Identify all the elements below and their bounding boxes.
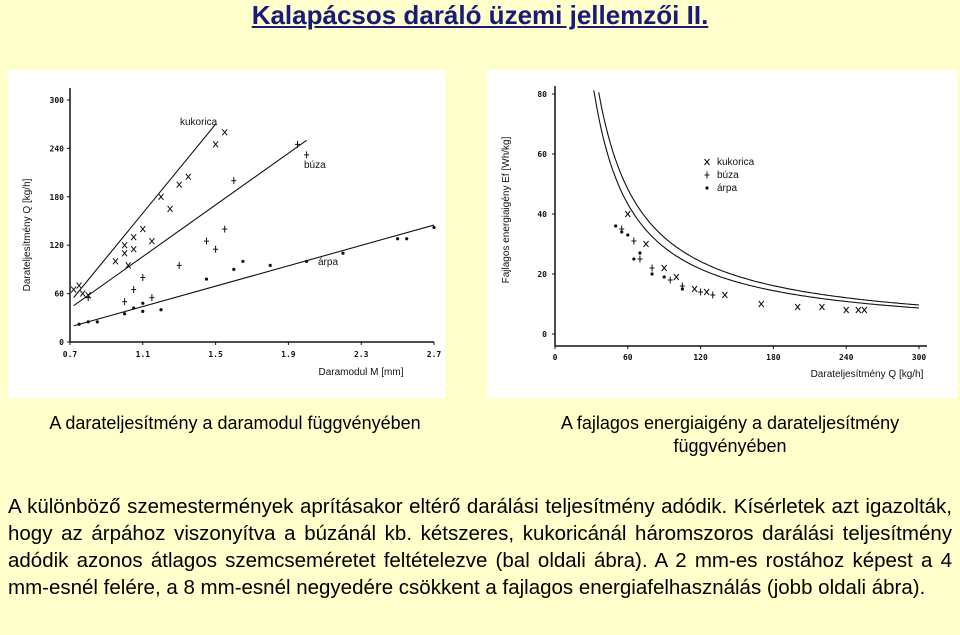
legend-marker xyxy=(705,186,708,189)
data-point xyxy=(269,264,272,267)
data-point xyxy=(78,323,81,326)
caption-right: A fajlagos energiaigény a darateljesítmény függvényében xyxy=(560,413,900,456)
data-point xyxy=(638,251,641,254)
data-point xyxy=(141,302,144,305)
x-tick-label: 300 xyxy=(911,353,927,362)
body-paragraph: A különböző szemestermények aprításakor eltérő darálási teljesítmény adódik. Kísérletek azt igazolták, hogy az árpához viszonyítva a búzánál kb. kétszeres, kukoricánál háromszoros darálási teljesítmény adódik azonos átlagos szemcseméretet feltételezve (bal oldali ábra). A 2 mm-es rostához képest a 4 mm-esnél felére, a 8 mm-esnél negyedére csökkent a fajlagos energiafelhasználás (jobb oldali ábra). xyxy=(8,495,952,599)
series-label-arpa: árpa xyxy=(318,257,339,268)
x-tick-label: 1.9 xyxy=(281,350,296,359)
data-point xyxy=(232,268,235,271)
specific-energy-chart xyxy=(487,70,957,398)
data-point xyxy=(620,230,623,233)
data-point xyxy=(132,307,135,310)
legend-label: búza xyxy=(717,170,739,181)
x-tick-label: 120 xyxy=(693,353,708,362)
y-tick-label: 180 xyxy=(49,192,64,202)
caption-left: A darateljesítmény a daramodul függvényében xyxy=(49,413,421,433)
data-point xyxy=(141,310,144,313)
y-tick-label: 80 xyxy=(537,90,547,99)
data-point xyxy=(681,287,684,290)
data-point xyxy=(341,252,344,255)
x-tick-label: 180 xyxy=(766,353,781,362)
data-point xyxy=(96,320,99,323)
data-point xyxy=(614,224,617,227)
chart-left-bg xyxy=(8,70,445,398)
x-tick-label: 2.7 xyxy=(426,350,442,359)
right-chart-panel xyxy=(487,70,957,398)
data-point xyxy=(241,260,244,263)
data-point xyxy=(87,320,90,323)
chart-right-bg xyxy=(487,70,957,398)
series-label-kukorica: kukorica xyxy=(180,117,218,128)
data-point xyxy=(123,312,126,315)
data-point xyxy=(205,277,208,280)
series-label-buza: búza xyxy=(304,160,326,171)
y-tick-label: 60 xyxy=(54,289,64,299)
data-point xyxy=(626,233,629,236)
x-tick-label: 60 xyxy=(622,353,633,362)
legend-label: kukorica xyxy=(717,157,755,168)
legend-label: árpa xyxy=(717,183,738,194)
x-axis-label: Darateljesítmény Q [kg/h] xyxy=(810,369,924,380)
data-point xyxy=(663,275,666,278)
data-point xyxy=(432,226,435,229)
y-tick-label: 0 xyxy=(542,330,547,339)
y-axis-label: Darateljesítmény Q [kg/h] xyxy=(22,178,33,292)
x-axis-label: Daramodul M [mm] xyxy=(318,367,404,378)
data-point xyxy=(405,237,408,240)
x-tick-label: 0 xyxy=(552,353,558,362)
data-point xyxy=(396,237,399,240)
y-tick-label: 240 xyxy=(49,144,64,154)
left-chart-panel xyxy=(8,70,445,398)
data-point xyxy=(632,257,635,260)
y-tick-label: 0 xyxy=(59,338,64,347)
y-tick-label: 120 xyxy=(49,241,64,251)
x-tick-label: 1.5 xyxy=(208,350,223,359)
grinding-capacity-chart xyxy=(8,70,445,398)
x-tick-label: 1.1 xyxy=(135,350,151,359)
y-tick-label: 40 xyxy=(537,210,547,219)
data-point xyxy=(305,260,308,263)
y-tick-label: 20 xyxy=(537,270,547,279)
slide-title: Kalapácsos daráló üzemi jellemzői II. xyxy=(251,0,709,30)
y-tick-label: 60 xyxy=(537,150,547,159)
x-tick-label: 240 xyxy=(838,353,854,362)
y-axis-label: Fajlagos energiaigény Ef [Wh/kg] xyxy=(501,136,512,284)
x-tick-label: 2.3 xyxy=(353,350,369,359)
data-point xyxy=(159,308,162,311)
data-point xyxy=(650,272,653,275)
x-tick-label: 0.7 xyxy=(62,350,78,359)
y-tick-label: 300 xyxy=(49,96,64,105)
